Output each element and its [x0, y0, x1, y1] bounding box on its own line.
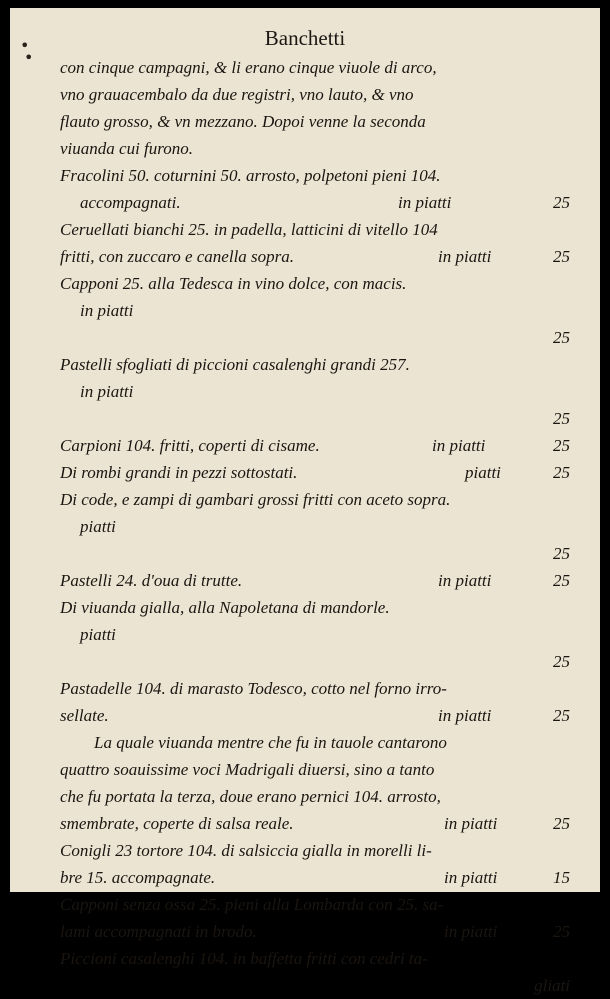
dish-count-number: 25 — [553, 328, 570, 347]
line-text: piatti — [80, 625, 116, 644]
text-line — [60, 918, 570, 945]
text-line — [60, 729, 570, 756]
text-line — [60, 270, 570, 297]
text-line — [60, 405, 570, 432]
line-text: sellate. — [60, 706, 109, 725]
dish-count-number: 25 — [553, 814, 570, 833]
line-text: con cinque campagni, & li erano cinque viuole di arco, — [60, 58, 437, 77]
text-line — [60, 459, 570, 486]
text-line — [60, 621, 570, 648]
line-text: Pastelli sfogliati di piccioni casalenghi grandi 257. — [60, 355, 410, 374]
line-text: viuanda cui furono. — [60, 139, 193, 158]
text-line — [60, 756, 570, 783]
text-line — [60, 864, 570, 891]
dish-count-label: piatti — [465, 463, 501, 482]
text-line — [60, 135, 570, 162]
page-body — [60, 54, 570, 999]
text-line — [60, 243, 570, 270]
text-line — [60, 378, 570, 405]
line-text: flauto grosso, & vn mezzano. Dopoi venne la seconda — [60, 112, 426, 131]
text-line — [60, 486, 570, 513]
dish-count-number: 25 — [553, 193, 570, 212]
line-text: vno grauacembalo da due registri, vno lauto, & vno — [60, 85, 414, 104]
dish-count-number: 25 — [553, 706, 570, 725]
text-line — [60, 837, 570, 864]
text-line — [60, 702, 570, 729]
running-header: Banchetti — [264, 26, 346, 50]
line-text: in piatti — [80, 382, 134, 401]
line-text: fritti, con zuccaro e canella sopra. — [60, 247, 295, 266]
line-text: Conigli 23 tortore 104. di salsiccia gialla in morelli li- — [60, 841, 432, 860]
text-line — [60, 972, 570, 999]
line-text: Di code, e zampi di gambari grossi fritti con aceto sopra. — [60, 490, 451, 509]
line-text: gliati — [534, 976, 570, 995]
line-text: Pastadelle 104. di marasto Todesco, cotto nel forno irro- — [60, 679, 447, 698]
line-text: smembrate, coperte di salsa reale. — [60, 814, 294, 833]
dish-count-label: in piatti — [444, 922, 498, 941]
text-line — [60, 162, 570, 189]
text-line — [60, 189, 570, 216]
text-line — [60, 891, 570, 918]
line-text: quattro soauissime voci Madrigali diuersi, sino a tanto — [60, 760, 435, 779]
dish-count-number: 25 — [553, 922, 570, 941]
text-line — [60, 945, 570, 972]
text-line — [60, 432, 570, 459]
line-text: lami accompagnati in brodo. — [60, 922, 257, 941]
dish-count-number: 25 — [553, 544, 570, 563]
text-line — [60, 54, 570, 81]
line-text: Ceruellati bianchi 25. in padella, latticini di vitello 104 — [60, 220, 438, 239]
text-line — [60, 675, 570, 702]
line-text: Fracolini 50. coturnini 50. arrosto, polpetoni pieni 104. — [60, 166, 441, 185]
dish-count-number: 25 — [553, 247, 570, 266]
text-line — [60, 324, 570, 351]
line-text: Di rombi grandi in pezzi sottostati. — [60, 463, 298, 482]
line-text: in piatti — [80, 301, 134, 320]
text-line — [60, 297, 570, 324]
line-text: Carpioni 104. fritti, coperti di cisame. — [60, 436, 320, 455]
line-text: accompagnati. — [80, 193, 181, 212]
line-text: Di viuanda gialla, alla Napoletana di mandorle. — [60, 598, 390, 617]
text-line — [60, 783, 570, 810]
line-text: che fu portata la terza, doue erano pernici 104. arrosto, — [60, 787, 441, 806]
line-text: piatti — [80, 517, 116, 536]
text-line — [60, 810, 570, 837]
text-line — [60, 81, 570, 108]
line-text: bre 15. accompagnate. — [60, 868, 216, 887]
ink-mark: • — [24, 48, 34, 67]
text-line — [60, 648, 570, 675]
dish-count-number: 25 — [553, 463, 570, 482]
text-line — [60, 567, 570, 594]
dish-count-label: in piatti — [444, 868, 498, 887]
line-text: Capponi senza ossa 25. pieni alla Lombarda con 25. sa- — [60, 895, 444, 914]
text-line — [60, 513, 570, 540]
text-line — [60, 108, 570, 135]
dish-count-number: 25 — [553, 652, 570, 671]
ink-mark: • — [20, 36, 30, 55]
dish-count-label: in piatti — [438, 706, 492, 725]
dish-count-label: in piatti — [444, 814, 498, 833]
dish-count-number: 25 — [553, 409, 570, 428]
book-page — [10, 8, 600, 995]
dish-count-number: 15 — [553, 868, 570, 887]
dish-count-label: in piatti — [432, 436, 486, 455]
dish-count-label: in piatti — [438, 247, 492, 266]
dish-count-number: 25 — [553, 436, 570, 455]
text-line — [60, 540, 570, 567]
line-text: Piccioni casalenghi 104. in baffetta fritti con cedri ta- — [60, 949, 428, 968]
text-line — [60, 351, 570, 378]
dish-count-number: 25 — [553, 571, 570, 590]
line-text: La quale viuanda mentre che fu in tauole cantarono — [94, 733, 447, 752]
line-text: Pastelli 24. d'oua di trutte. — [60, 571, 243, 590]
text-line — [60, 594, 570, 621]
dish-count-label: in piatti — [438, 571, 492, 590]
line-text: Capponi 25. alla Tedesca in vino dolce, con macis. — [60, 274, 407, 293]
text-line — [60, 216, 570, 243]
dish-count-label: in piatti — [398, 193, 452, 212]
